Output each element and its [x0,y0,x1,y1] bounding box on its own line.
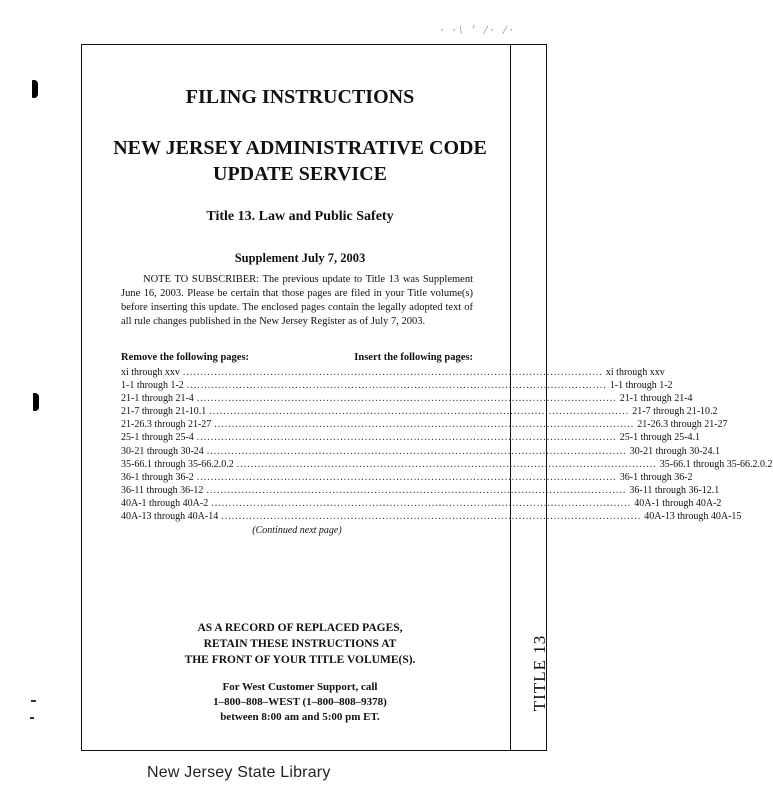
dot-leader: ........................................................................................................................ [196,393,617,405]
dot-leader: ........................................................................................................................ [206,445,627,457]
title-name: Title 13. Law and Public Safety [206,209,394,224]
record-notice [150,620,450,668]
table-row [121,431,701,444]
record-notice-line3: THE FRONT OF YOUR TITLE VOLUME(S). [184,654,416,666]
table-row [121,405,718,418]
insert-pages: xi through xxv [605,367,665,378]
filing-table [121,366,773,523]
dot-leader: ........................................................................................................................ [182,367,603,378]
table-row [121,366,665,379]
table-row [121,510,742,523]
subscriber-note-text: NOTE TO SUBSCRIBER: The previous update to Title 13 was Supplement June 16, 2003. Please be certain that those pages are filed in your Title volume(s) before inserting this update. The enclosed pages contain the legally adopted text of all rule changes published in the New Jersey Register as of July 7, 2003. [121,274,473,327]
dot-leader: ........................................................................................................................ [236,458,657,470]
title-tab [529,628,551,718]
table-header [121,352,473,366]
library-stamp: New Jersey State Library [147,764,331,781]
remove-pages: 40A-13 through 40A-14 [121,511,219,523]
code-heading-line1: NEW JERSEY ADMINISTRATIVE CODE [113,137,487,159]
subscriber-note [121,273,473,329]
insert-pages: 21-26.3 through 21-27 [637,419,728,431]
support-hours: between 8:00 am and 5:00 pm ET. [220,711,380,723]
continued-note: (Continued next page) [252,525,342,536]
support-notice [150,680,450,725]
insert-pages: 40A-1 through 40A-2 [634,497,722,509]
supplement-date: Supplement July 7, 2003 [234,251,366,265]
margin-mark-middle [33,393,39,411]
insert-pages: 36-1 through 36-2 [619,471,693,483]
dot-leader: ........................................................................................................................ [196,432,617,444]
remove-pages: 36-1 through 36-2 [121,471,194,483]
insert-pages: 25-1 through 25-4.1 [619,432,701,444]
remove-pages: 30-21 through 30-24 [121,445,204,457]
record-notice-line1: AS A RECORD OF REPLACED PAGES, [197,622,403,634]
dot-leader: ........................................................................................................................ [214,419,635,431]
dot-leader: ........................................................................................................................ [211,497,632,509]
remove-pages: 21-1 through 21-4 [121,393,194,405]
table-row [121,418,728,431]
record-notice-line2: RETAIN THESE INSTRUCTIONS AT [203,638,397,650]
table-row [121,445,721,458]
insert-pages: 21-7 through 21-10.2 [632,406,718,418]
remove-pages: 35-66.1 through 35-66.2.0.2 [121,458,234,470]
dot-leader: ........................................................................................................................ [186,380,607,392]
dot-leader: ........................................................................................................................ [221,511,642,523]
remove-header: Remove the following pages: [121,352,250,363]
insert-pages: 30-21 through 30-24.1 [629,445,721,457]
insert-pages: 35-66.1 through 35-66.2.0.2 [659,458,773,470]
dot-leader: ........................................................................................................................ [196,471,617,483]
table-row [121,471,693,484]
table-row [121,458,773,471]
remove-pages: 1-1 through 1-2 [121,380,184,392]
support-phone: 1–800–808–WEST (1–800–808–9378) [213,696,387,708]
page-heading: FILING INSTRUCTIONS [185,86,415,108]
insert-header: Insert the following pages: [354,352,473,363]
table-row [121,392,693,405]
remove-pages: 25-1 through 25-4 [121,432,194,444]
margin-mark-top [32,80,38,98]
code-heading-line2: UPDATE SERVICE [213,163,387,185]
support-notice-line1: For West Customer Support, call [222,681,378,693]
remove-pages: xi through xxv [121,367,180,378]
remove-pages: 40A-1 through 40A-2 [121,497,209,509]
remove-pages: 21-7 through 21-10.1 [121,406,207,418]
title-tab-label: TITLE 13 [530,634,550,712]
dot-leader: ........................................................................................................................ [206,484,627,496]
insert-pages: 21-1 through 21-4 [619,393,693,405]
remove-pages: 36-11 through 36-12 [121,484,204,496]
margin-tick [31,700,36,702]
insert-pages: 36-11 through 36-12.1 [629,484,720,496]
remove-pages: 21-26.3 through 21-27 [121,419,212,431]
table-row [121,497,722,510]
margin-tick [30,717,34,719]
handwritten-scribble: · ·\ ′ /· /· [440,22,516,37]
code-heading [100,135,500,187]
table-row [121,484,720,497]
insert-pages: 40A-13 through 40A-15 [644,511,742,523]
table-row [121,379,673,392]
insert-pages: 1-1 through 1-2 [609,380,673,392]
dot-leader: ........................................................................................................................ [209,406,630,418]
